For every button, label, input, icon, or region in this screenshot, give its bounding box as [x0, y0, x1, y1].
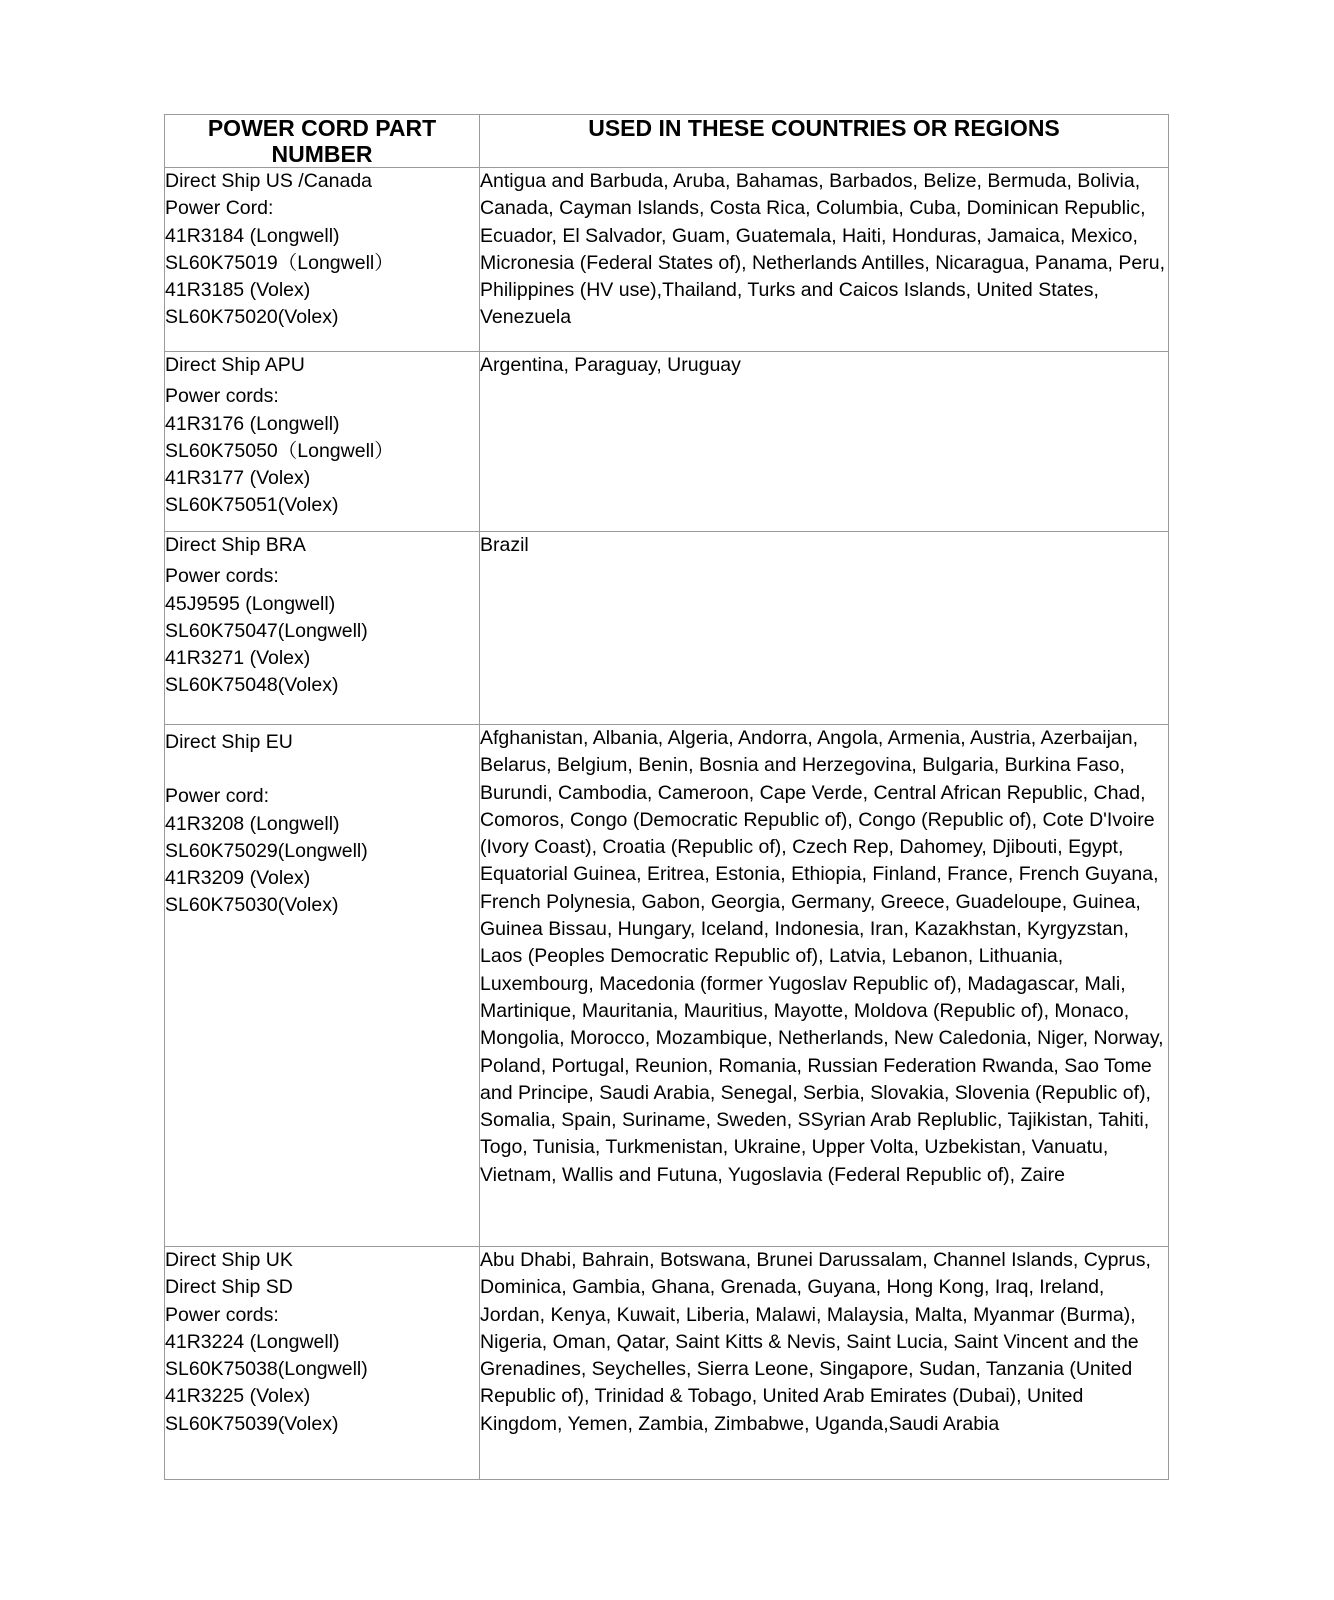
part-line: SL60K75029(Longwell): [165, 839, 368, 862]
part-line: Power Cord:: [165, 197, 274, 220]
countries-text: Afghanistan, Albania, Algeria, Andorra, Angola, Armenia, Austria, Azerbaijan, Belarus, Belgium, Benin, Bosnia and Herzegovina, Bulgaria, Burkina Faso, Burundi, Cambodia, Cameroon, Cape Verde, Central African Republic, Chad, Comoros, Congo (Democratic Republic of), Congo (Republic of), Cote D'Ivoire (Ivory Coast), Croatia (Republic of), Czech Rep, Dahomey, Djibouti, Egypt, Equatorial Guinea, Eritrea, Estonia, Ethiopia, Finland, France, French Guyana, French Polynesia, Gabon, Georgia, Germany, Greece, Guadeloupe, Guinea, Guinea Bissau, Hungary, Iceland, Indonesia, Iran, Kazakhstan, Kyrgyzstan, Laos (Peoples Democratic Republic of), Latvia, Lebanon, Lithuania, Luxembourg, Macedonia (former Yugoslav Republic of), Madagascar, Mali, Martinique, Mauritania, Mauritius, Mayotte, Moldova (Republic of), Monaco, Mongolia, Morocco, Mozambique, Netherlands, New Caledonia, Niger, Norway, Poland, Portugal, Reunion, Romania, Russian Federation Rwanda, Sao Tome and Principe, Saudi Arabia, Senegal, Serbia, Slovakia, Slovenia (Republic of), Somalia, Spain, Suriname, Sweden, SSyrian Arab Replublic, Tajikistan, Tahiti, Togo, Tunisia, Turkmenistan, Ukraine, Upper Volta, Uzbekistan, Vanuatu, Vietnam, Wallis and Futuna, Yugoslavia (Federal Republic of), Zaire: [480, 727, 1164, 1186]
countries-cell: [480, 352, 1169, 532]
table-row: [165, 532, 1169, 725]
part-line: 45J9595 (Longwell): [165, 592, 336, 615]
part-line: 41R3185 (Volex): [165, 279, 311, 302]
part-line: SL60K75050（Longwell）: [165, 439, 394, 462]
part-line: SL60K75051(Volex): [165, 494, 339, 517]
part-line: SL60K75030(Volex): [165, 894, 339, 917]
part-line: SL60K75038(Longwell): [165, 1358, 368, 1381]
part-line: Power cord:: [165, 785, 270, 808]
part-line: Direct Ship US /Canada: [165, 170, 373, 192]
part-line: 41R3271 (Volex): [165, 647, 311, 670]
part-line: Direct Ship BRA: [165, 534, 306, 556]
part-line: 41R3224 (Longwell): [165, 1330, 340, 1353]
countries-text: Argentina, Paraguay, Uruguay: [480, 354, 741, 376]
part-line-blank: [165, 756, 479, 783]
countries-cell: [480, 725, 1169, 1247]
part-line: Power cords:: [165, 385, 279, 408]
part-line: SL60K75048(Volex): [165, 674, 339, 697]
power-cord-table: [164, 114, 1169, 1480]
countries-text: Abu Dhabi, Bahrain, Botswana, Brunei Darussalam, Channel Islands, Cyprus, Dominica, Gambia, Ghana, Grenada, Guyana, Hong Kong, Iraq, Ireland, Jordan, Kenya, Kuwait, Liberia, Malawi, Malaysia, Malta, Myanmar (Burma), Nigeria, Oman, Qatar, Saint Kitts & Nevis, Saint Lucia, Saint Vincent and the Grenadines, Seychelles, Sierra Leone, Singapore, Sudan, Tanzania (United Republic of), Trinidad & Tobago, United Arab Emirates (Dubai), United Kingdom, Yemen, Zambia, Zimbabwe, Uganda,Saudi Arabia: [480, 1249, 1151, 1435]
countries-text: Antigua and Barbuda, Aruba, Bahamas, Barbados, Belize, Bermuda, Bolivia, Canada, Cayman Islands, Costa Rica, Columbia, Cuba, Dominican Republic, Ecuador, El Salvador, Guam, Guatemala, Haiti, Honduras, Jamaica, Mexico, Micronesia (Federal States of), Netherlands Antilles, Nicaragua, Panama, Peru, Philippines (HV use),Thailand, Turks and Caicos Islands, United States, Venezuela: [480, 170, 1165, 329]
table-row: [165, 1247, 1169, 1480]
part-line: 41R3176 (Longwell): [165, 412, 340, 435]
part-line: Direct Ship EU: [165, 731, 293, 753]
part-number-cell: [165, 352, 480, 532]
header-part-number: POWER CORD PART NUMBER: [165, 115, 480, 168]
part-line: Power cords:: [165, 565, 279, 588]
part-line: Direct Ship UK: [165, 1249, 293, 1271]
part-line: 41R3209 (Volex): [165, 867, 311, 890]
part-line: 41R3208 (Longwell): [165, 812, 340, 835]
countries-cell: [480, 1247, 1169, 1480]
part-number-cell: [165, 1247, 480, 1480]
table-row: [165, 168, 1169, 352]
part-line: 41R3177 (Volex): [165, 467, 311, 490]
part-line: 41R3225 (Volex): [165, 1385, 311, 1408]
header-countries: USED IN THESE COUNTRIES OR REGIONS: [480, 115, 1169, 168]
countries-cell: [480, 532, 1169, 725]
table-row: [165, 725, 1169, 1247]
part-line: Power cords:: [165, 1303, 279, 1326]
part-number-cell: [165, 168, 480, 352]
countries-text: Brazil: [480, 534, 529, 556]
table-row: [165, 352, 1169, 532]
countries-cell: [480, 168, 1169, 352]
part-line: Direct Ship APU: [165, 354, 305, 376]
part-line: SL60K75019（Longwell）: [165, 251, 394, 274]
part-line: 41R3184 (Longwell): [165, 224, 340, 247]
part-number-cell: [165, 532, 480, 725]
part-line: SL60K75047(Longwell): [165, 619, 368, 642]
part-line: SL60K75020(Volex): [165, 306, 339, 329]
part-number-cell: [165, 725, 480, 1247]
part-line: Direct Ship SD: [165, 1276, 293, 1299]
part-line: SL60K75039(Volex): [165, 1412, 339, 1435]
table-header-row: [165, 115, 1169, 168]
